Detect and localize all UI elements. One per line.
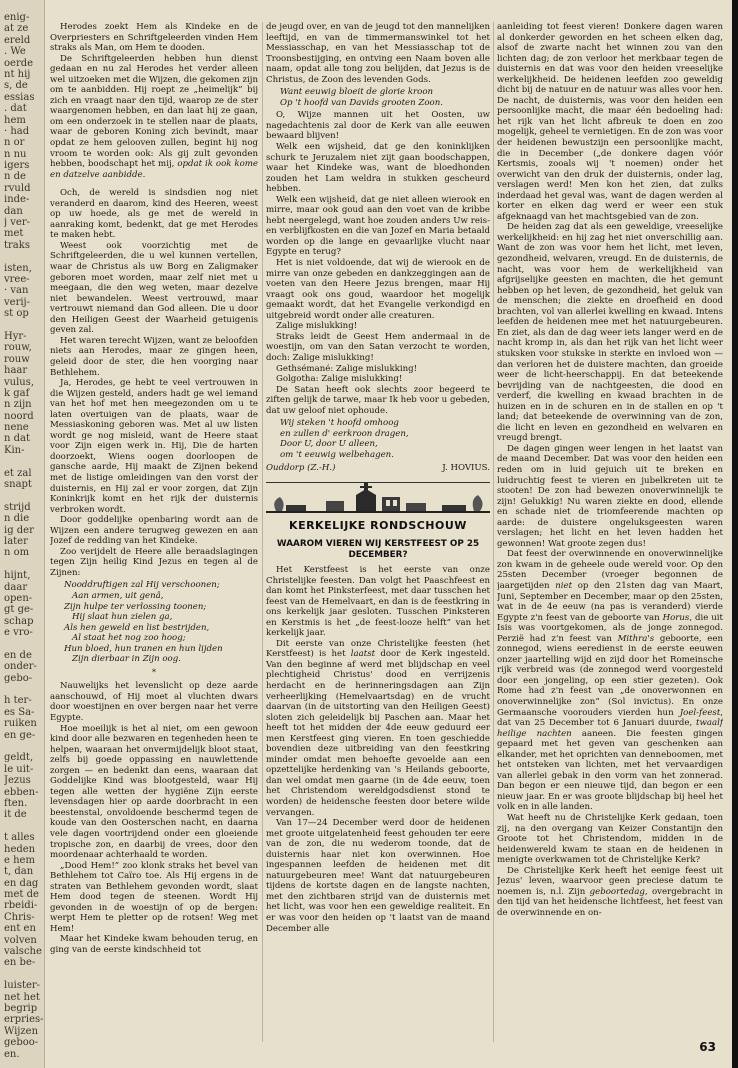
poem-line: Hij slaat hun zielen ga,	[72, 612, 173, 623]
spine-fragment: en dag	[4, 877, 39, 889]
paragraph: aanleiding tot feest vieren! Donkere dagen waren al donkerder geworden en het scheen elken dag, alsof de zwarte nacht het winnen zou van den lichten dag; de zon verloor het merkbaar tegen de duisternis en dat was voor den heiden vreeselijke werkelijkheid. De heidenen leefden zoo geweldig dicht bij de natuur en de natuur was alles voor hen. De nacht, de duisternis, was voor den heiden een persoonlijke macht, die maar één bedoeling had: het rijk van het licht afbreuk te doen en zoo mogelijk, geheel te vernietigen. En de zon was voor der heidenen bewustzijn een persoonlijke macht, die in December („de donkere dagen vóór Kertsmis, zooals wij 't noemen) onder het overwicht van den druk der duisternis, onder lag, verslagen werd! Men kon het zien, dat zulks inderdaad het geval was, want de dagen werden al korter en elken dag werd er weer een stuk afgeknaagd van het machtsgebied van de zon.	[497, 22, 723, 222]
spine-fragment: Chris-	[4, 911, 35, 923]
text-column-1	[50, 22, 258, 1042]
spine-fragment	[4, 821, 44, 832]
poem-line: Door U, door U alleen,	[280, 439, 378, 450]
spine-text-fragments	[0, 0, 44, 1060]
spine-fragment: ent en	[4, 923, 36, 935]
paragraph: Ja, Herodes, ge hebt te veel vertrouwen in die Wijzen gesteld, anders hadt ge wel iemand van het hof met hen meegezonden om u te laten overtuigen van de plaats, waar de Messiaskoning geboren was. Met al uw listen wordt ge nog misleid, want de Heere staat voor Zijn eigen werk in. Hij, Die de harten doorzoekt, Wiens oogen doorloopen de gansche aarde, Hij maakt de Zijnen bekend met de listige omleidingen van den vorst der duisternis, en Hij zal er voor zorgen, dat Zijn Koninkrijk komt en het rijk der duisternis verbroken wordt.	[50, 378, 258, 515]
spine-fragment: rouw	[4, 353, 30, 365]
article-heading: WAAROM VIEREN WIJ KERSTFEEST OP 25 DECEMBER?	[276, 538, 480, 560]
column-divider	[262, 22, 263, 1042]
spine-fragment: ruiken	[4, 718, 37, 730]
spine-fragment: Hyr-	[4, 330, 27, 342]
spine-fragment: e vro-	[4, 627, 33, 639]
paragraph: De heiden zag dat als een geweldige, vreeselijke werkelijkheid: en hij zag het niet onverschillig aan. Want de zon was voor hem het licht, met leven, gezondheid, welvaren, vreugd. En de duisternis, de nacht, was voor hem de werkelijkheid van afgrijselijke geesten en machten, die het gemunt hebben op het leven, de gezondheid, het geluk van de menschen; die ziekte en droefheid en dood brachten, vol van allerlei kwelling en kwaad. Intens leefden de heidenen mee met het natuurgebeuren. En ziet, als dan de dag weer iets langer werd en de nacht kromp in, als dan het rijk van het licht weer stuksken voor stukske in sterkte en invloed won — dan verloren het de duistere machten, dan groeide weer de licht-heerschappij. En dat beteekende bevrijding van de nachtgeesten, die dood en verderf, die kwelling en kwaad brachten in de huizen en in de schuren en in de stallen en op 't land; dat beteekende de overwinning van de zon, die licht en leven en gezondheid en welvaren en vreugd brengt.	[497, 222, 723, 444]
poem-line: en zullen d' eerkroon dragen,	[280, 428, 409, 439]
spine-fragment: j ver-	[4, 217, 31, 229]
previous-page-edge	[0, 0, 45, 1068]
spine-fragment: heden	[4, 843, 36, 855]
spine-fragment: es Sa-	[4, 706, 35, 718]
spine-fragment: nt hij	[4, 68, 31, 80]
spine-fragment: vree-	[4, 273, 30, 285]
italic-word: laatst	[350, 649, 376, 660]
paragraph: Hoe moeilijk is het al niet, om een gewoon kind door alle bezwaren en tegenheden heen te helpen, waaraan het onvermijdelijk bloot staat, zelfs bij goede oppassing en nauwlettende zorgen — en bedenkt dan eens, waaraan dat Goddelijke Kind was blootgesteld, waar Hij tegen alle wetten der hygiëne Zijn eerste levensdagen hier op aarde doorbracht in een beestenstal, onvoldoende beschermd tegen de koude van den Oosterschen nacht, en daarna vele dagen voortrijdend onder een gloeiende tropische zon, en daarbij de vrees, door den moordenaar achterhaald te worden.	[50, 723, 258, 861]
paragraph: Golgotha: Zalige mislukking!	[276, 374, 403, 385]
paragraph-text: De Christelijke Kerk heeft het eenige feest uit Jezus' leven, waarvoor geen preciese datum te noemen is, n.l. Zijn	[497, 865, 723, 897]
paragraph-text: geboorte, een zonnegod, wiens eeredienst in de eerste eeuwen onzer jaartelling wijd en zijd door het Romeinsche rijk verbreid was (de zonnegod werd voorgesteld door een jongeling, op een stier gezeten). Ook Rome had z'n feest van „de onoverwonnen en onoverwinnelijke zon” (Sol invictus). En onze Germaansche voorouders vierden hun	[497, 633, 723, 718]
spine-fragment: at ze	[4, 23, 29, 35]
spine-fragment: snapt	[4, 479, 32, 491]
spine-fragment	[4, 741, 44, 752]
text-column-2	[266, 22, 490, 1042]
spine-fragment: haar	[4, 365, 28, 377]
paragraph: Zalige mislukking!	[276, 321, 358, 332]
spine-fragment: le uit-	[4, 763, 34, 775]
paragraph: de jeugd over, en van de jeugd tot den mannelijken leeftijd, en van de timmermanswinkel tot het Messiasschap, en van het Messiasschap tot de Troonsbestijging, en ontving een Naam boven alle naam, opdat alle tong zou belijden, dat Jezus is de Christus, de Zoon des levenden Gods.	[266, 22, 490, 85]
spine-fragment: en be-	[4, 957, 36, 969]
paragraph: Gethsémané: Zalige mislukking!	[276, 363, 418, 374]
spine-fragment: Jezus	[4, 775, 31, 787]
paragraph: Och, de wereld is sindsdien nog niet veranderd en daarom, kind des Heeren, weest op uw hoede, als ge met de wereld in aanraking komt, bedenkt, dat ge met Herodes te maken hebt.	[50, 188, 258, 241]
spine-fragment: inde-	[4, 194, 30, 206]
paragraph: Straks leidt de Geest Hem andermaal in de woestijn, om van den Satan verzocht te worden, doch: Zalige mislukking!	[266, 331, 490, 363]
spine-fragment	[4, 456, 44, 467]
paragraph: De dagen gingen weer lengen in het laatst van de maand December. Dat was voor den heiden een reden om in luid gejuich uit te breken en luidruchtig feest te vieren en jubelkreten uit te stooten! De zon had bewezen onoverwinnelijk te zijn! Gelukkig! Nu waren ziekte en dood, ellende en schade niet de triomfeerende machten op aarde: de duistere ongeluksgeesten waren verslagen; het licht en het leven hadden het gewonnen! Wat groote zegen dus!	[497, 443, 723, 549]
italic-word: niet	[555, 580, 573, 591]
paragraph: O, Wijze mannen uit het Oosten, uw nagedachtenis zal door de Kerk van alle eeuwen bewaard blijven!	[266, 110, 490, 142]
spine-fragment: verij-	[4, 296, 31, 308]
spine-fragment: . dat	[4, 103, 27, 115]
spine-fragment: n nu	[4, 148, 27, 160]
spine-fragment: essias	[4, 91, 35, 103]
spine-fragment: hem	[4, 114, 26, 126]
italic-word: Joel-feest	[679, 707, 721, 718]
spine-fragment	[4, 684, 44, 695]
italic-word: Mithra's	[617, 633, 655, 644]
paragraph	[50, 54, 258, 181]
spine-fragment: n dat	[4, 433, 31, 445]
spine-fragment: st op	[4, 308, 29, 320]
poem-line: Zijn hulpe ter verlossing toonen;	[64, 601, 207, 612]
poem-line: Al staat het nog zoo hoog;	[72, 633, 186, 644]
paragraph	[497, 549, 723, 813]
paragraph-text: , dat van 25 December tot 6 Januari duurde,	[497, 707, 723, 729]
spine-fragment: Wijzen	[4, 1025, 39, 1037]
poem-line: Als hen geweld en list bestrijden,	[64, 622, 210, 633]
author-name: J. HOVIUS.	[442, 463, 490, 474]
paragraph-text: , overgebracht in den tijd van het heidensche lichtfeest, het feest van de overwinnende en on-	[497, 886, 723, 918]
italic-word: geboortedag	[589, 886, 645, 897]
paragraph: Door goddelijke openbaring wordt aan de Wijzen een andere terugweg gewezen en aan Jozef de redding van het Kindeke.	[50, 515, 258, 547]
spine-fragment: met de	[4, 889, 39, 901]
spine-fragment: h ter-	[4, 695, 32, 707]
spine-fragment	[4, 638, 44, 649]
spine-fragment: noord	[4, 410, 34, 422]
scan-edge	[732, 0, 738, 1068]
paragraph-text: door de Kerk ingesteld. Van den beginne af werd met blijdschap en veel plechtigheid Christus' dood en verrijzenis herdacht en de herinneringsdagen aan Zijn verheerlijking (Hemelvaartsdag) en de vrucht daarvan (in de uitstorting van den Heiligen Geest) sloten zich geleidelijk bij Paschen aan. Maar het heeft tot het midden der 4de eeuw geduurd eer men Kerstfeest ging vieren. En toen geschiedde bovendien deze uitbreiding van den feestkring minder omdat men behoefte gevoelde aan een opzettelijke herdenking van 's Heilands geboorte, dan wel omdat men gaarne (in de 4de eeuw, toen het Christendom wereldgodsdienst stond te worden) de heidensche feesten door betere wilde vervangen.	[266, 649, 490, 818]
spine-fragment: en de	[4, 649, 32, 661]
spine-fragment: et zal	[4, 467, 32, 479]
italic-quote: opdat ik ook kome en datzelve aanbidde.	[50, 159, 258, 180]
spine-fragment: met	[4, 228, 24, 240]
column-divider	[493, 22, 494, 1042]
paragraph	[497, 866, 723, 919]
spine-fragment: erpries-	[4, 1014, 44, 1026]
paragraph-text: De Schriftgeleerden hebben hun dienst gedaan en nu zal Herodes het verder alleen wel uitzoeken met die Wijzen, die gekomen zijn om te aanbidden. Hij roept ze „heimelijk” bij zich en vraagt naar den tijd, waarop ze de ster waargenomen hebben, en dan laat hij ze gaan, om een onderzoek in te stellen naar de plaats, waar de geboren Koning zich bevindt, maar opdat ze hem gelooven zullen, begint hij nog vroom te worden ook: Als gij zult gevonden hebben, boodschapt het mij,	[50, 53, 258, 170]
paragraph: Het waren terecht Wijzen, want ze beloofden niets aan Herodes, maar ze gingen heen, geleid door de ster, die hen voorging naar Bethlehem.	[50, 335, 258, 378]
spine-fragment: ebben-	[4, 786, 39, 798]
poem-stanza	[50, 580, 258, 664]
poem-line: Aan armen, uit genâ,	[72, 590, 164, 601]
paragraph-text: Dat feest der overwinnende en onoverwinnelijke zon kwam in de geheele oude wereld voor. Op den 25sten December (vroeger begonnen de jaargetijden	[497, 549, 723, 591]
spine-fragment: rvuld	[4, 182, 31, 194]
spine-fragment: e hem	[4, 854, 35, 866]
poem-line: Op 't hoofd van Davids grooten Zoon.	[280, 97, 443, 108]
paragraph: Welk een wijsheid, dat ge den koninklijken schurk te Jeruzalem niet zijt gaan boodschappen, waar het Kindeke was, want de bloedhonden zouden het Lam weldra in stukken gescheurd hebben.	[266, 142, 490, 195]
spine-fragment: gt ge-	[4, 604, 34, 616]
spine-fragment: n om	[4, 547, 30, 559]
spine-fragment: rbeidi-	[4, 900, 38, 912]
spine-fragment: net het	[4, 991, 40, 1003]
spine-fragment: Kin-	[4, 444, 25, 456]
spine-fragment	[4, 320, 44, 331]
paragraph	[266, 639, 490, 818]
poem-line: Nooddruftigen zal Hij verschoonen;	[64, 580, 220, 591]
spine-fragment: daar	[4, 581, 28, 593]
spine-fragment: . We	[4, 46, 26, 58]
spine-fragment: en.	[4, 1048, 20, 1060]
spine-fragment: k gaf	[4, 387, 30, 399]
paragraph: Zoo verijdelt de Heere alle beraadslagingen tegen Zijn heilig Kind Jezus en tegen al de Zijnen:	[50, 546, 258, 578]
spine-fragment	[4, 490, 44, 501]
spine-fragment: oerde	[4, 57, 34, 69]
spine-fragment: later	[4, 535, 28, 547]
spine-fragment: enig-	[4, 12, 30, 23]
spine-fragment: volven	[4, 934, 37, 946]
paragraph: Weest ook voorzichtig met de Schriftgeleerden, die u wel kunnen vertellen, waar de Christus als uw Borg en Zaligmaker geboren moet worden, maar zelf niet met u meegaan, die den weg weten, maar dezelve niet bewandelen. Weest vertrouwd, maar vertrouwt niemand dan God alleen. Die u door den Heiligen Geest der Waarheid getuigenis geven zal.	[50, 240, 258, 336]
paragraph: Van 17—24 December werd door de heidenen met groote uitgelatenheid feest gehouden ter eere van de zon, die nu wederom toonde, dat de duisternis haar niet kon overwinnen. Hoe ingespannen leefden de heidenen met dit natuurgebeuren mee! Want dat natuurgebeuren tijdens de kortste dagen en de langste nachten, met den zichtbaren strijd van de duisternis met het licht, was voor hen een geweldige realiteit. En er was voor den heiden op 't laatst van de maand December alle	[266, 818, 490, 934]
section-banner	[266, 482, 490, 535]
paragraph: Herodes zoekt Hem als Kindeke en de Overpriesters en Schriftgeleerden vinden Hem straks als Man, om Hem te dooden.	[50, 22, 258, 54]
spine-fragment: igers	[4, 160, 30, 172]
spine-fragment: onder-	[4, 661, 37, 673]
spine-fragment: ften.	[4, 797, 28, 809]
spine-fragment: en ge-	[4, 729, 36, 741]
text-column-3	[497, 22, 723, 1022]
poem-stanza	[266, 418, 490, 460]
spine-fragment: t, dan	[4, 866, 34, 878]
poem-line: Want eeuwig bloeit de glorie kroon	[280, 87, 434, 98]
spine-fragment: · van	[4, 285, 29, 297]
spine-fragment: it de	[4, 809, 27, 821]
spine-fragment: geldt,	[4, 752, 34, 764]
paragraph: Wat heeft nu de Christelijke Kerk gedaan, toen zij, na den overgang van Keizer Constantijn den Groote tot het Christendom, midden in de heidenwereld kwam te staan en de heidenen in menigte overkwamen tot de Christelijke Kerk?	[497, 813, 723, 866]
spine-fragment: s, de	[4, 80, 28, 92]
spine-fragment: n zijn	[4, 399, 32, 411]
paragraph: „Dood Hem!” zoo klonk straks het bevel van Bethlehem tot Caïro toe. Als Hij ergens in de straten van Bethlehem gevonden wordt, slaat Hem dood tegen de steenen. Wordt Hij gevonden in de woestijn of op de bergen: werpt Hem te pletter op de rotsen! Weg met Hem!	[50, 860, 258, 934]
spine-fragment: n or	[4, 137, 25, 149]
poem-line: Hun bloed, hun tranen en hun lijden	[64, 643, 223, 654]
spine-fragment: hijnt,	[4, 570, 31, 582]
spine-fragment: gebo-	[4, 672, 33, 684]
poem-couplet	[266, 87, 490, 108]
section-title: KERKELIJKE RONDSCHOUW	[289, 518, 467, 532]
spine-fragment: ereld	[4, 34, 31, 46]
spine-fragment: isten,	[4, 262, 32, 274]
spine-fragment: ig der	[4, 524, 34, 536]
page-number: 63	[699, 1040, 716, 1054]
signature-line	[266, 463, 490, 474]
spine-fragment: strijd	[4, 501, 31, 513]
spine-fragment: rouw,	[4, 342, 32, 354]
spine-fragment: dan	[4, 205, 23, 217]
spine-fragment: nene	[4, 422, 29, 434]
paragraph: Het is niet voldoende, dat wij de wierook en de mirre van onze gebeden en dankzeggingen aan de voeten van den Heere Jezus brengen, maar Hij vraagt ook ons goud, waardoor het mogelijk gemaakt wordt, dat het Evangelie verkondigd en uitgebreid wordt onder alle creaturen.	[266, 258, 490, 321]
paragraph: Het Kerstfeest is het eerste van onze Christelijke feesten. Dan volgt het Paaschfeest en dan komt het Pinksterfeest, met daar tusschen het feest van de Hemelvaart, en dan is de feestkring in ons kerkelijk jaar gesloten. Tusschen Pinksteren en Kerstmis is het „de feest-looze helft” van het kerkelijk jaar.	[266, 564, 490, 639]
spine-fragment: geboo-	[4, 1037, 39, 1049]
poem-line: Zijn dierbaar in Zijn oog.	[72, 654, 181, 665]
spine-fragment: luister-	[4, 980, 41, 992]
spine-fragment: t alles	[4, 832, 35, 844]
spine-fragment: valsche	[4, 946, 42, 958]
spine-fragment: begrip	[4, 1002, 38, 1014]
paragraph-text: aaneen. Die feesten gingen gepaard met het geven van geschenken aan elkander, met het oprichten van denneboomen, met het ontsteken van lichten, met het vervaardigen van allerlei gebak in den vorm van het zonnerad. Dan begon er een nieuwe tijd, dan begon er een nieuw jaar. En er was groote blijdschap bij heel het volk en in alle landen.	[497, 728, 723, 813]
paragraph-text: , die uit Isis was voortgekomen, als de jonge zonnegod. Perzië had z'n feest van	[497, 612, 723, 644]
paragraph: De Satan heeft ook slechts zoor begeerd te ziften gelijk de tarwe, maar Ik heb voor u gebeden, dat uw geloof niet ophoude.	[266, 384, 490, 416]
section-separator: *	[152, 667, 156, 677]
spine-fragment: · had	[4, 125, 30, 137]
spine-fragment: schap	[4, 615, 34, 627]
spine-fragment: open-	[4, 592, 33, 604]
church-illustration-icon	[266, 483, 490, 517]
paragraph-text: Dit eerste van onze Christelijke feesten (het Kerstfeest) is het	[266, 638, 490, 660]
italic-word: Horus	[662, 612, 690, 623]
paragraph: Welk een wijsheid, dat ge niet alleen wierook en mirre, maar ook goud aan den voet van de kribbe hebt neergelegd, want hoe zouden anders Uw reis- en verblijfkosten en die van Jozef en Maria betaald worden op die lange en gevaarlijke vlucht naar Egypte en terug?	[266, 194, 490, 258]
paragraph-text: op den 21sten dag van Maart, Juni, September en December, maar op den 25sten, wat in de 4e eeuw (na pas is veranderd) vierde Egypte z'n feest van de geboorte van	[497, 580, 723, 623]
paragraph: Maar het Kindeke kwam behouden terug, en ging van de eerste kindschheid tot	[50, 934, 258, 956]
spine-fragment	[4, 969, 44, 980]
poem-line: om 't eeuwig welbehagen.	[280, 449, 394, 460]
paragraph: Nauwelijks het levenslicht op deze aarde aanschouwd, of Hij moet al vluchten dwars door woestijnen en over bergen naar het verre Egypte.	[50, 681, 258, 723]
spine-fragment: traks	[4, 239, 30, 251]
spine-fragment: vulus,	[4, 376, 35, 388]
poem-line: Wij steken 't hoofd omhoog	[280, 418, 399, 429]
spine-fragment: n die	[4, 513, 30, 525]
spine-fragment	[4, 251, 44, 262]
place-name: Ouddorp (Z.-H.)	[266, 463, 336, 474]
spine-fragment	[4, 559, 44, 570]
italic-phrase: twaalf heilige nachten	[497, 718, 723, 739]
spine-fragment: n de	[4, 171, 26, 183]
